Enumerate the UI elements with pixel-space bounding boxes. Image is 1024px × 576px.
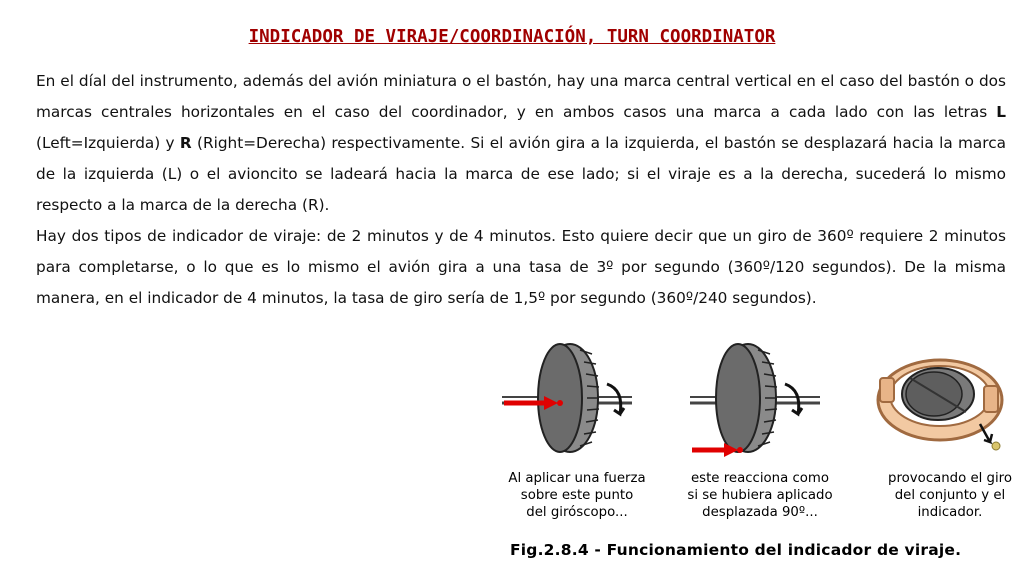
gyro-panel-1 xyxy=(482,330,662,520)
caption-1-line-2: sobre este punto xyxy=(520,488,634,503)
gyro-panel-3 xyxy=(860,330,1024,520)
paragraph-1-part-2: (Left=Izquierda) y xyxy=(36,134,180,152)
paragraph-2: Hay dos tipos de indicador de viraje: de 2 minutos y de 4 minutos. Esto quiere decir que un giro de 360º requiere 2 minutos para completarse, o lo que es lo mismo el avión gira a una tasa de 3º por segundo (360º/120 segundos). De la misma manera, en el indicador de 4 minutos, la tasa de giro sería de 1,5º por segundo (360º/240 segundos). xyxy=(36,227,1006,307)
caption-3 xyxy=(855,470,1024,521)
caption-2 xyxy=(665,470,855,521)
caption-1-line-1: Al aplicar una fuerza xyxy=(508,471,646,486)
caption-1-line-3: del giróscopo... xyxy=(526,505,628,520)
gyroscope-figure xyxy=(470,330,1024,576)
gyroscope-force-illustration xyxy=(482,330,662,470)
paragraph-1 xyxy=(36,66,1006,221)
body-text xyxy=(36,66,1006,314)
letter-l: L xyxy=(996,103,1006,121)
caption-2-line-2: si se hubiera aplicado xyxy=(687,488,833,503)
gyro-panel-2 xyxy=(670,330,850,520)
caption-3-line-2: del conjunto y el xyxy=(894,488,1006,503)
letter-r: R xyxy=(179,134,192,152)
paragraph-1-part-1: En el díal del instrumento, además del avión miniatura o el bastón, hay una marca central vertical en el caso del bastón o dos marcas centrales horizontales en el caso del coordinador, y en ambos casos una marca a cada lado con las letras xyxy=(36,72,1006,121)
caption-3-line-3: indicador. xyxy=(917,505,983,520)
caption-2-line-3: desplazada 90º... xyxy=(702,505,818,520)
figure-caption: Fig.2.8.4 - Funcionamiento del indicador de viraje. xyxy=(510,541,962,559)
page-title: INDICADOR DE VIRAJE/COORDINACIÓN, TURN COORDINATOR xyxy=(248,27,776,47)
gyroscope-housing-illustration xyxy=(860,330,1024,470)
caption-3-line-1: provocando el giro xyxy=(888,471,1012,486)
caption-1 xyxy=(482,470,672,521)
gyroscope-reaction-illustration xyxy=(670,330,850,470)
caption-2-line-1: este reacciona como xyxy=(690,471,830,486)
paragraph-1-part-3: (Right=Derecha) respectivamente. Si el avión gira a la izquierda, el bastón se desplazará hacia la marca de la izquierda (L) o el avioncito se ladeará hacia la marca de ese lado; si el viraje es a la derecha, sucederá lo mismo respecto a la marca de la derecha (R). xyxy=(36,134,1007,214)
